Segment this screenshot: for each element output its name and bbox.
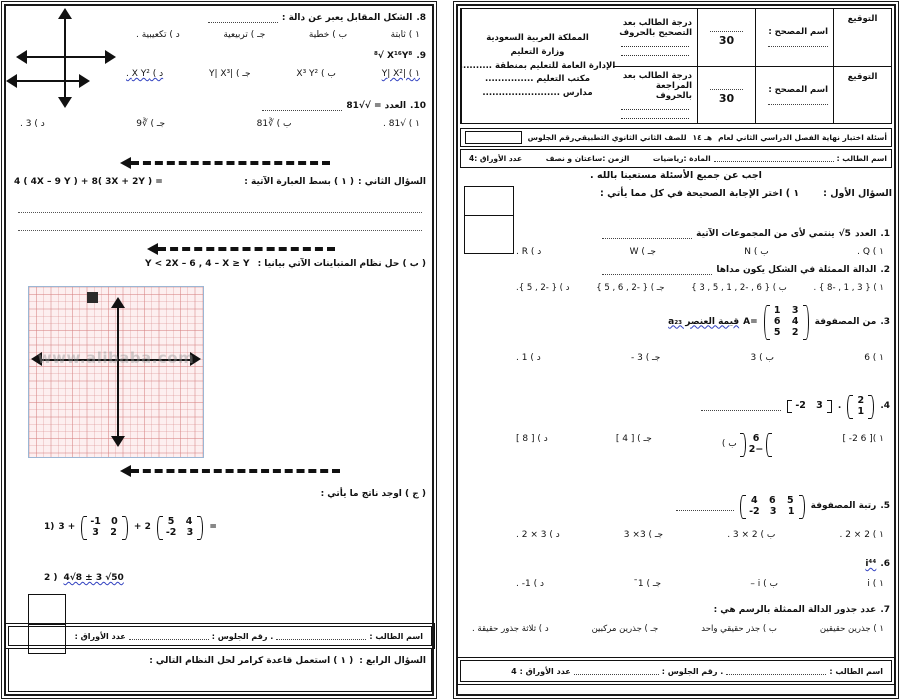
- q1-item-7-stem: [466, 604, 890, 618]
- header-row-correction: [613, 9, 891, 67]
- max-score-1: 30: [718, 34, 735, 48]
- graph-paper-y-axis: [117, 303, 119, 441]
- score-dots-2: [710, 85, 743, 90]
- score-box-divider: [465, 215, 513, 216]
- header-row-review: [613, 67, 891, 124]
- pages-label: عدد الأوراق :: [474, 154, 523, 163]
- q1-item-2-options: [510, 282, 890, 295]
- footer-pages-label-right: عدد الأوراق :: [74, 631, 126, 641]
- question3-item-2-line: [44, 572, 124, 585]
- footer-seat-field-left[interactable]: [574, 668, 659, 675]
- page-gap: [440, 0, 452, 700]
- m4b-bracket-left: [787, 400, 792, 413]
- q3mb-body: [163, 516, 198, 540]
- m4opt-r0: 6: [752, 432, 760, 444]
- q1-item-7-options: [466, 623, 890, 636]
- pages-value: 4: [468, 154, 475, 163]
- q1-item-3-matrix: [764, 305, 809, 340]
- footer-pages-label-left: عدد الأوراق :: [519, 666, 571, 676]
- question1-prompt: ١ ) اختر الإجابة الصحيحة في كل مما يأتي :: [599, 188, 800, 199]
- m5-r0c0: 4: [751, 495, 758, 506]
- signature-label-1: التوقيع: [847, 14, 878, 24]
- q3mb-paren-left: [157, 516, 163, 540]
- q1-item-3-option-b[interactable]: ب ) 3: [750, 352, 774, 363]
- q3ma-paren-right: [122, 516, 128, 540]
- q-item-8-options: [130, 29, 426, 42]
- subject-value: رياضيات: [652, 154, 684, 163]
- q-item-9-expr: ⁸√ X¹⁶Y⁸: [373, 51, 413, 61]
- matrix-paren-left: [764, 305, 770, 340]
- question3-matrix-b: [157, 516, 204, 540]
- q1-item-5: [510, 495, 890, 542]
- marker-name-dots-2: [768, 99, 828, 105]
- separator-line-3: [131, 469, 340, 473]
- graph-second-x-axis: [12, 80, 84, 82]
- q3mb-r0c1: 4: [185, 516, 193, 527]
- graph-arrow-up-icon: [111, 297, 125, 308]
- arrow-right-icon: [105, 50, 116, 64]
- q3ma-r1c1: 2: [110, 526, 117, 538]
- q-item-9-options: [120, 68, 426, 81]
- m4b-body: [792, 400, 827, 413]
- question4-title: السؤال الرابع :: [359, 656, 426, 666]
- grade-words-cell-1: [613, 9, 697, 66]
- q1-item-5-answer-blank[interactable]: [676, 503, 734, 511]
- question2-part-a-label: ( ١ ) بسط العبارة الآتية :: [244, 177, 354, 187]
- question2-title: السؤال الثاني :: [357, 177, 426, 187]
- instruction-text: اجب عن جميع الأسئلة مستعينا بالله .: [590, 170, 762, 181]
- q1-item-5-before: رتبة المصفوفة: [810, 501, 877, 512]
- m4opt-body: [746, 433, 767, 457]
- q-item-8-stem: [130, 12, 426, 25]
- grade-words-dots-1a: [621, 41, 689, 47]
- q-item-8-option-b[interactable]: ب ) خطية: [308, 30, 348, 41]
- signature-cell-1: [833, 9, 891, 66]
- question2-line: [14, 176, 426, 189]
- q1-item-7-option-c[interactable]: جـ ) جذرين مركبين: [591, 623, 659, 634]
- q-item-10-option-d[interactable]: د ) 3 .: [20, 119, 45, 130]
- seat-number-box[interactable]: [465, 131, 522, 144]
- q1-item-3-number: 3.: [880, 316, 890, 327]
- q1-item-4-matrix-b: [787, 400, 832, 413]
- exam-year: هـ ١٤: [692, 133, 713, 142]
- q1-item-2-option-b[interactable]: ب ) { 6 , -2 , 1 , 5 , 3 }: [691, 282, 787, 293]
- header-rows: [613, 9, 891, 123]
- q1-item-1-options: [510, 246, 890, 260]
- m5-paren-right: [799, 495, 805, 519]
- exam-title-text: أسئلة اختبار نهاية الفصل الدراسي الثاني لعام: [718, 133, 887, 142]
- q1-item-3-option-d[interactable]: د ) 1 .: [516, 352, 541, 363]
- q1-item-7: [466, 604, 890, 635]
- m5-r1c0: -2: [749, 505, 760, 517]
- q1-item-1-option-a[interactable]: ١ ) Q .: [857, 246, 884, 257]
- question3-item-2: [44, 572, 124, 585]
- signature-cell-2: [833, 67, 891, 124]
- q1-item-4-answer-blank[interactable]: [701, 403, 781, 411]
- q1-item-1-expr: √5: [838, 229, 851, 239]
- q-item-9-option-c[interactable]: جـ ) |Y| X³: [208, 69, 251, 80]
- q-item-10-number: 10.: [410, 101, 426, 111]
- q3mb-paren-right: [197, 516, 203, 540]
- q1-item-1-after: ينتمي لأى من المجموعات الآتية: [696, 229, 835, 239]
- ministry-line-3: مكتب التعليم ...............: [485, 74, 591, 85]
- q1-item-5-matrix: [740, 495, 805, 519]
- q1-item-4-options: [510, 433, 890, 457]
- q-item-9-option-d[interactable]: د ) X Y² .: [126, 69, 164, 80]
- q-item-9-option-b[interactable]: ب ) X³ Y²: [296, 69, 336, 80]
- q1-item-4-option-a[interactable]: ١ )[ 6 2- ]: [842, 433, 884, 444]
- question2-part-a-expr: 4 ( 4X – 9 Y ) + 8( 3X + 2Y ) =: [14, 177, 163, 187]
- q1-item-7-option-b[interactable]: ب ) جذر حقيقي واحد: [701, 623, 777, 634]
- graph-arrow-down-icon: [111, 436, 125, 447]
- q1-item-1-answer-blank[interactable]: [602, 231, 692, 239]
- student-name-field[interactable]: [714, 155, 834, 162]
- question2-part-b-expr: Y < 2X – 6 , 4 – X ≥ Y: [145, 259, 250, 269]
- m4b-r0c0: -2: [795, 400, 806, 412]
- separator-line-2: [158, 247, 335, 251]
- q1-item-4-option-c[interactable]: جـ ) [ 4 ]: [615, 433, 652, 444]
- q1-item-4-option-b-matrix[interactable]: [722, 433, 772, 457]
- q3mb-r0c0: 5: [167, 516, 175, 527]
- q-item-9-option-a[interactable]: ١ ) |Y| X²: [381, 69, 420, 80]
- q1-item-2: [510, 264, 890, 294]
- q3ma-r1c0: 3: [92, 526, 99, 538]
- q1-item-7-number: 7.: [880, 605, 890, 615]
- q1-item-5-options: [510, 529, 890, 543]
- signature-label-2: التوقيع: [847, 71, 878, 82]
- question4-prompt: ( ١ ) استعمل قاعدة كرامر لحل النظام التالي :: [149, 656, 354, 666]
- q1-item-4-dot-operator: .: [837, 401, 842, 412]
- m3-r1c0: 6: [773, 315, 781, 327]
- m5-r1c1: 3: [769, 505, 777, 517]
- q1-item-2-before: الدالة الممثلة في الشكل يكون مداها: [716, 265, 877, 275]
- m4b-r0c1: 3: [816, 400, 823, 412]
- question2-answer-area[interactable]: [18, 212, 422, 248]
- answer-line-2[interactable]: [18, 230, 422, 231]
- q1-item-2-option-d[interactable]: د ) { -2 , 5 }.: [516, 282, 570, 293]
- question3-item-1-expr: 3 +: [58, 522, 76, 533]
- q-item-10-text: العدد = √√81: [346, 101, 407, 111]
- q1-item-1-number: 1.: [880, 229, 890, 239]
- header-table: [460, 8, 892, 124]
- q1-item-5-option-d[interactable]: د ) 3 × 2 .: [516, 529, 560, 540]
- q1-item-2-stem: [510, 264, 890, 278]
- grade-words-dots-2b: [621, 113, 689, 119]
- question3-item-1-line: [44, 516, 217, 540]
- footer-student-field-left[interactable]: [726, 668, 826, 675]
- footer-student-label-left: اسم الطالب :: [829, 666, 883, 676]
- separator-arrow-1: [120, 157, 131, 169]
- grade-words-dots-2a: [621, 104, 689, 110]
- graph-paper-area[interactable]: [28, 286, 204, 458]
- time-label: الزمن :: [602, 154, 630, 163]
- q1-item-6-option-c[interactable]: جـ ) 1ˉ: [633, 578, 662, 589]
- q1-item-4: [510, 395, 890, 457]
- q-item-10-option-a[interactable]: ١ ) √81 .: [383, 119, 420, 130]
- score-box-question1[interactable]: [464, 186, 514, 254]
- m4opt-paren-left: [766, 433, 772, 457]
- footer-seat-label-right: . رقم الجلوس :: [211, 631, 274, 641]
- q1-item-1-stem: [510, 228, 890, 242]
- q3ma-r0c0: -1: [90, 516, 101, 527]
- question3-item-1-plus: + 2: [133, 522, 151, 533]
- q1-item-2-number: 2.: [880, 265, 890, 275]
- q-item-8-text: الشكل المقابل يعبر عن دالة :: [281, 13, 413, 23]
- footer-seat-field-right[interactable]: [129, 633, 209, 640]
- q1-item-6-options: [510, 578, 890, 592]
- arrow-right-icon-2: [79, 74, 90, 88]
- section-separator-2: [145, 244, 335, 254]
- grade-words-label-1: درجة الطالب بعد التصحيح بالحروف: [619, 18, 692, 39]
- question3-item-1-equals: =: [209, 522, 217, 533]
- q1-item-6-expr: i⁴⁴: [865, 559, 877, 569]
- q-item-10-option-b[interactable]: ب ) ∛81: [256, 119, 292, 130]
- time-value: ساعتان و نصف: [545, 154, 603, 163]
- alibaba-watermark: www.alibaba.com: [37, 349, 195, 367]
- question3-part-c-label: ( ج ) اوجد ناتج ما يأتي :: [320, 489, 426, 499]
- marker-name-dots-1: [768, 41, 828, 47]
- q1-item-6-stem: [510, 558, 890, 572]
- q3ma-body: [87, 516, 122, 540]
- q-item-10-option-c[interactable]: جـ ) ∛9: [136, 119, 166, 130]
- grade-words-dots-1b: [621, 50, 689, 56]
- question3-item-1: [44, 516, 217, 540]
- m3-r0c0: 1: [773, 305, 781, 316]
- question3-item-1-prefix: 1): [44, 522, 55, 533]
- exam-page-right: [0, 0, 440, 700]
- q1-item-6-number: 6.: [880, 559, 890, 569]
- q1-item-6-option-b[interactable]: ب ) i –: [750, 578, 779, 589]
- m5-paren-left: [740, 495, 746, 519]
- m4a-r1c0: 1: [857, 405, 865, 417]
- q1-item-4-number: 4.: [880, 401, 890, 412]
- ministry-line-2: الإدارة العامة للتعليم بمنطقة ..........: [459, 60, 616, 71]
- q-item-9-number: 9.: [416, 51, 426, 61]
- q1-item-3-stem: [510, 305, 890, 340]
- exam-page-left: [452, 0, 900, 700]
- question1-title: السؤال الأول :: [823, 188, 892, 199]
- q-item-10-answer-blank[interactable]: [262, 103, 342, 111]
- question2-block: [14, 176, 426, 189]
- q1-item-2-option-a[interactable]: ١ ) { 3 , 1 , -8 } .: [813, 282, 884, 293]
- q-item-8-number: 8.: [416, 13, 426, 23]
- q1-item-2-answer-blank[interactable]: [602, 267, 712, 275]
- q-item-10-stem: [14, 100, 426, 113]
- m4opt-letter: ب ): [721, 439, 737, 450]
- q1-item-1: [510, 228, 890, 259]
- student-name-label: اسم الطالب :: [836, 154, 887, 163]
- q1-item-1-before: العدد: [854, 229, 877, 239]
- question2-part-b-line: [14, 258, 426, 271]
- ministry-line-1: وزارة التعليم: [510, 47, 565, 58]
- q-item-9: [120, 50, 426, 81]
- question3-item-2-prefix: 2 ): [44, 573, 58, 583]
- q1-item-1-option-d[interactable]: د ) R .: [516, 246, 542, 257]
- q1-item-3-matrix-label: A=: [743, 316, 758, 327]
- question3-matrix-a: [81, 516, 128, 540]
- q3ma-r0c1: 0: [111, 516, 118, 527]
- exam-title-bar: [460, 128, 892, 147]
- question2-part-b-label: ( ب ) حل نظام المتباينات الآتي بيانيا :: [257, 259, 426, 269]
- m4a-r0c0: 2: [857, 395, 865, 406]
- max-score-2: 30: [718, 91, 735, 105]
- arrow-left-icon-2: [6, 74, 17, 88]
- q-item-8: [130, 12, 426, 42]
- graph-marker-square: [87, 292, 98, 303]
- q1-item-4-stem: [510, 395, 890, 419]
- subject-label: المادة :: [683, 154, 711, 163]
- m4a-paren-left: [847, 395, 853, 419]
- q1-item-3: [510, 305, 890, 365]
- ministry-line-4: مدارس ........................: [482, 87, 593, 98]
- m4a-paren-right: [868, 395, 874, 419]
- q-item-8-option-a[interactable]: ١ ) ثابتة: [390, 30, 420, 41]
- function-graph-second-line: [8, 10, 88, 106]
- m4opt-r1: −2: [748, 443, 764, 455]
- q3ma-paren-left: [81, 516, 87, 540]
- q-item-10-options: [14, 118, 426, 131]
- section-separator-1: [118, 158, 330, 168]
- separator-line-1: [131, 161, 330, 165]
- section-separator-3: [118, 466, 340, 476]
- separator-arrow-3: [120, 465, 131, 477]
- score-dots-1: [710, 27, 743, 32]
- grade-words-cell-2: [613, 67, 697, 124]
- marker-label-2: اسم المصحح :: [768, 84, 828, 95]
- footer-pages-value-left: 4: [511, 666, 517, 676]
- q1-item-7-option-d[interactable]: د ) ثلاثة جذور حقيقة .: [472, 623, 549, 634]
- m5-r0c1: 6: [769, 495, 776, 506]
- q-item-8-option-d[interactable]: د ) تكعيبية .: [136, 30, 180, 41]
- q1-item-5-number: 5.: [880, 501, 890, 512]
- matrix-paren-right: [803, 305, 809, 340]
- q3mb-r1c1: 3: [186, 526, 194, 538]
- question3-item-2-expr: 4√8 ± 3 √50: [63, 573, 124, 583]
- q1-item-3-before: من المصفوفة: [814, 316, 877, 327]
- q1-item-2-option-c[interactable]: جـ ) { -2 , 6 , 5 }: [596, 282, 665, 293]
- m3-r0c1: 3: [791, 305, 799, 316]
- q1-item-7-option-a[interactable]: ١ ) جذرين حقيقين: [819, 623, 884, 634]
- separator-arrow-2: [147, 243, 158, 255]
- q1-item-4-option-d[interactable]: د ) [ 8 ]: [516, 433, 548, 444]
- q1-item-4-matrix-a: [847, 395, 874, 419]
- m4a-body: [853, 395, 868, 419]
- max-score-cell-2: [697, 67, 755, 124]
- q1-item-3-option-a[interactable]: ١ ) 6: [864, 352, 884, 363]
- ministry-line-0: المملكة العربية السعودية: [486, 33, 589, 44]
- footer-student-label-right: اسم الطالب :: [369, 631, 423, 641]
- question3-part-c-label-wrap: [321, 488, 426, 501]
- q1-item-5-option-a[interactable]: ١ ) 2 × 2 .: [839, 529, 884, 540]
- q1-item-6-option-a[interactable]: ١ ) i: [867, 578, 884, 589]
- q1-item-3-option-c[interactable]: جـ ) 3 -: [630, 352, 661, 363]
- q1-item-7-text: عدد جذور الدالة الممثلة بالرسم هي :: [713, 605, 877, 615]
- q1-item-1-option-c[interactable]: جـ ) W: [629, 246, 656, 257]
- marker-name-cell-1: [755, 9, 833, 66]
- q-item-10: [14, 100, 426, 131]
- seat-number-label: رقم الجلوس: [527, 133, 575, 142]
- q-item-8-option-c[interactable]: جـ ) تربيعية: [223, 30, 266, 41]
- footer-bar-right: [8, 626, 432, 646]
- max-score-cell-1: [697, 9, 755, 66]
- matrix-body: [770, 305, 803, 340]
- exam-class: للصف الثاني الثانوي التطبيقي: [574, 133, 687, 142]
- m5-r1c2: 1: [787, 505, 795, 517]
- question2-part-b: [14, 258, 426, 271]
- q1-item-5-option-b[interactable]: ب ) 2 × 3 .: [727, 529, 776, 540]
- q1-item-6: [510, 558, 890, 591]
- question1-heading: [600, 188, 892, 199]
- footer-student-field-right[interactable]: [276, 633, 366, 640]
- ministry-block: [459, 9, 616, 123]
- question4-answer-frame[interactable]: [8, 648, 432, 692]
- q1-item-3-options: [510, 352, 890, 366]
- q1-item-5-stem: [510, 495, 890, 519]
- q1-item-3-after: قيمة العنصر a₂₃: [668, 316, 740, 327]
- q1-item-5-option-c[interactable]: جـ ) 3× 3: [623, 529, 664, 540]
- marker-name-cell-2: [755, 67, 833, 124]
- m5-r0c2: 5: [787, 495, 794, 506]
- footer-bar-left: [460, 660, 892, 682]
- m3-r2c0: 5: [773, 326, 781, 338]
- grade-words-label-2: درجة الطالب بعد المراجعة بالحروف: [622, 70, 692, 101]
- q3mb-r1c0: -2: [165, 526, 177, 538]
- marker-label-1: اسم المصحح :: [768, 27, 828, 38]
- answer-line-1[interactable]: [18, 212, 422, 213]
- student-info-bar: [460, 149, 892, 168]
- m3-r1c1: 4: [791, 315, 799, 327]
- q-item-8-answer-blank[interactable]: [208, 15, 278, 23]
- footer-seat-label-left: . رقم الجلوس :: [661, 666, 724, 676]
- q1-item-1-option-b[interactable]: ب ) N: [744, 246, 769, 257]
- q1-item-6-option-d[interactable]: د ) 1- .: [516, 578, 544, 589]
- m4opt-paren-right: [740, 433, 746, 457]
- m3-r2c1: 2: [791, 326, 799, 338]
- q-item-9-stem: [120, 50, 426, 63]
- m5-body: [746, 495, 799, 519]
- m4b-bracket-right: [827, 400, 832, 413]
